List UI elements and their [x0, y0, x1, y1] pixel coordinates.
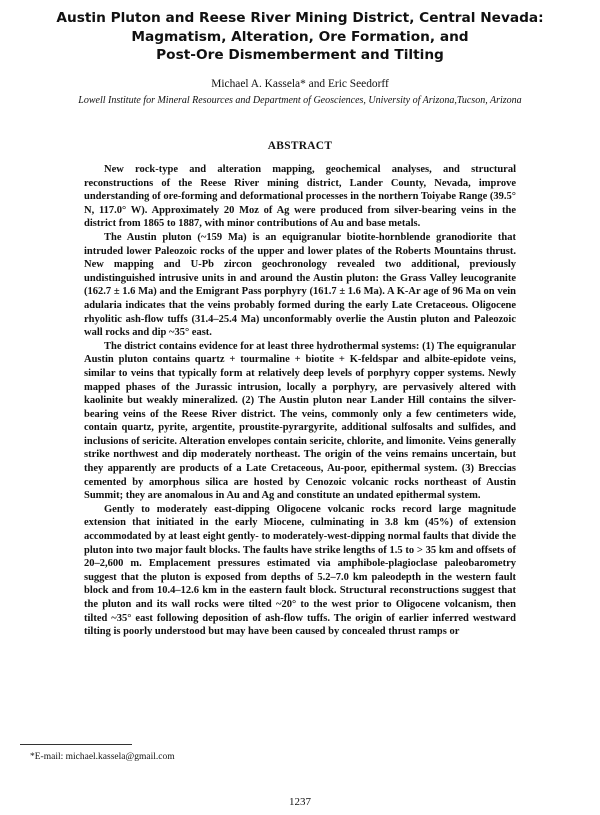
title-line-1: Austin Pluton and Reese River Mining District, Central Nevada:: [56, 10, 544, 26]
abstract-paragraph-1: New rock-type and alteration mapping, geochemical analyses, and structural reconstructions of the Reese River mining district, Lander County, Nevada, improve understanding of ore-forming and deformational processes in the northern Toiyabe Range (39.5° N, 117.0° W). Approximately 20 Moz of Ag were produced from silver-bearing veins in the district from 1865 to 1887, with minor contributions of Au and base metals.: [84, 164, 516, 230]
footnote: *E-mail: michael.kassela@gmail.com: [30, 752, 175, 762]
abstract-heading: ABSTRACT: [267, 140, 333, 152]
author-list: Michael A. Kassela* and Eric Seedorff: [211, 78, 389, 90]
page-number: 1237: [289, 796, 311, 808]
footnote-divider: [20, 744, 132, 745]
title-line-2: Magmatism, Alteration, Ore Formation, and: [131, 28, 469, 45]
title-line-3: Post-Ore Dismemberment and Tilting: [156, 47, 444, 63]
paper-title: [20, 9, 580, 65]
abstract-paragraph-4: Gently to moderately east-dipping Oligocene volcanic rocks record large magnitude extension that initiated in the early Miocene, culminating in 3.8 km (45%) of extension accommodated by at least eight gently- to moderately-west-dipping normal faults that divide the pluton into two major fault blocks. The faults have strike lengths of 1.5 to > 35 km and offsets of 20–2,600 m. Emplacement pressures estimated via amphibole-plagioclase paleobarometry suggest that the pluton is exposed from depths of 5.2–7.0 km paleodepth in the western fault block and from 10.4–12.6 km in the eastern fault block. Structural reconstructions suggest that the pluton and its wall rocks were tilted ~20° to the west prior to Oligocene volcanism, then tilted ~35° east following deposition of ash-flow tuffs. The origin of earlier inferred westward tilting is poorly understood but may have been caused by concealed thrust ramps or: [84, 503, 516, 638]
abstract-body: [84, 163, 516, 639]
abstract-paragraph-2: The Austin pluton (~159 Ma) is an equigranular biotite-hornblende granodiorite that intruded lower Paleozoic rocks of the upper and lower plates of the Roberts Mountains thrust. New mapping and U-Pb zircon geochronology revealed two additional, previously undistinguished intrusive units in and around the Austin pluton: the Grass Valley leucogranite (162.7 ± 1.6 Ma) and the Emigrant Pass porphyry (161.7 ± 1.6 Ma). A K-Ar age of 96 Ma on vein adularia indicates that the veins probably formed during the early Late Cretaceous. Oligocene rhyolitic ash-flow tuffs (31.4–25.4 Ma) unconformably overlie the Austin pluton and Paleozoic wall rocks and dip ~35° east.: [84, 231, 516, 339]
abstract-paragraph-3: The district contains evidence for at least three hydrothermal systems: (1) The equigranular Austin pluton contains quartz + tourmaline + biotite + K-feldspar and albite-epidote veins, similar to veins that typically form at relatively deep levels of porphyry copper systems. Newly mapped phases of the Jurassic intrusion, locally a porphyry, are pervasively altered with kaolinite but weakly mineralized. (2) The Austin pluton near Lander Hill contains the silver-bearing veins of the Reese River district. The veins, commonly only a few centimeters wide, contain quartz, pyrite, argentite, proustite-pyrargyrite, additional sulfosalts and sulfides, and inclusions of sericite. Alteration envelopes contain sericite, chlorite, and limonite. Veins generally strike northwest and dip moderately northeast. The origin of the veins remains uncertain, but they apparently are products of a Late Cretaceous, Au-poor, epithermal system. (3) Breccias cemented by amorphous silica are hosted by Cenozoic volcanic rocks northeast of Austin Summit; they are anomalous in Au and Ag and constitute an undated epithermal system.: [84, 340, 516, 502]
affiliation: Lowell Institute for Mineral Resources and Department of Geosciences, University of Arizona,Tucson, Arizona: [78, 95, 522, 106]
